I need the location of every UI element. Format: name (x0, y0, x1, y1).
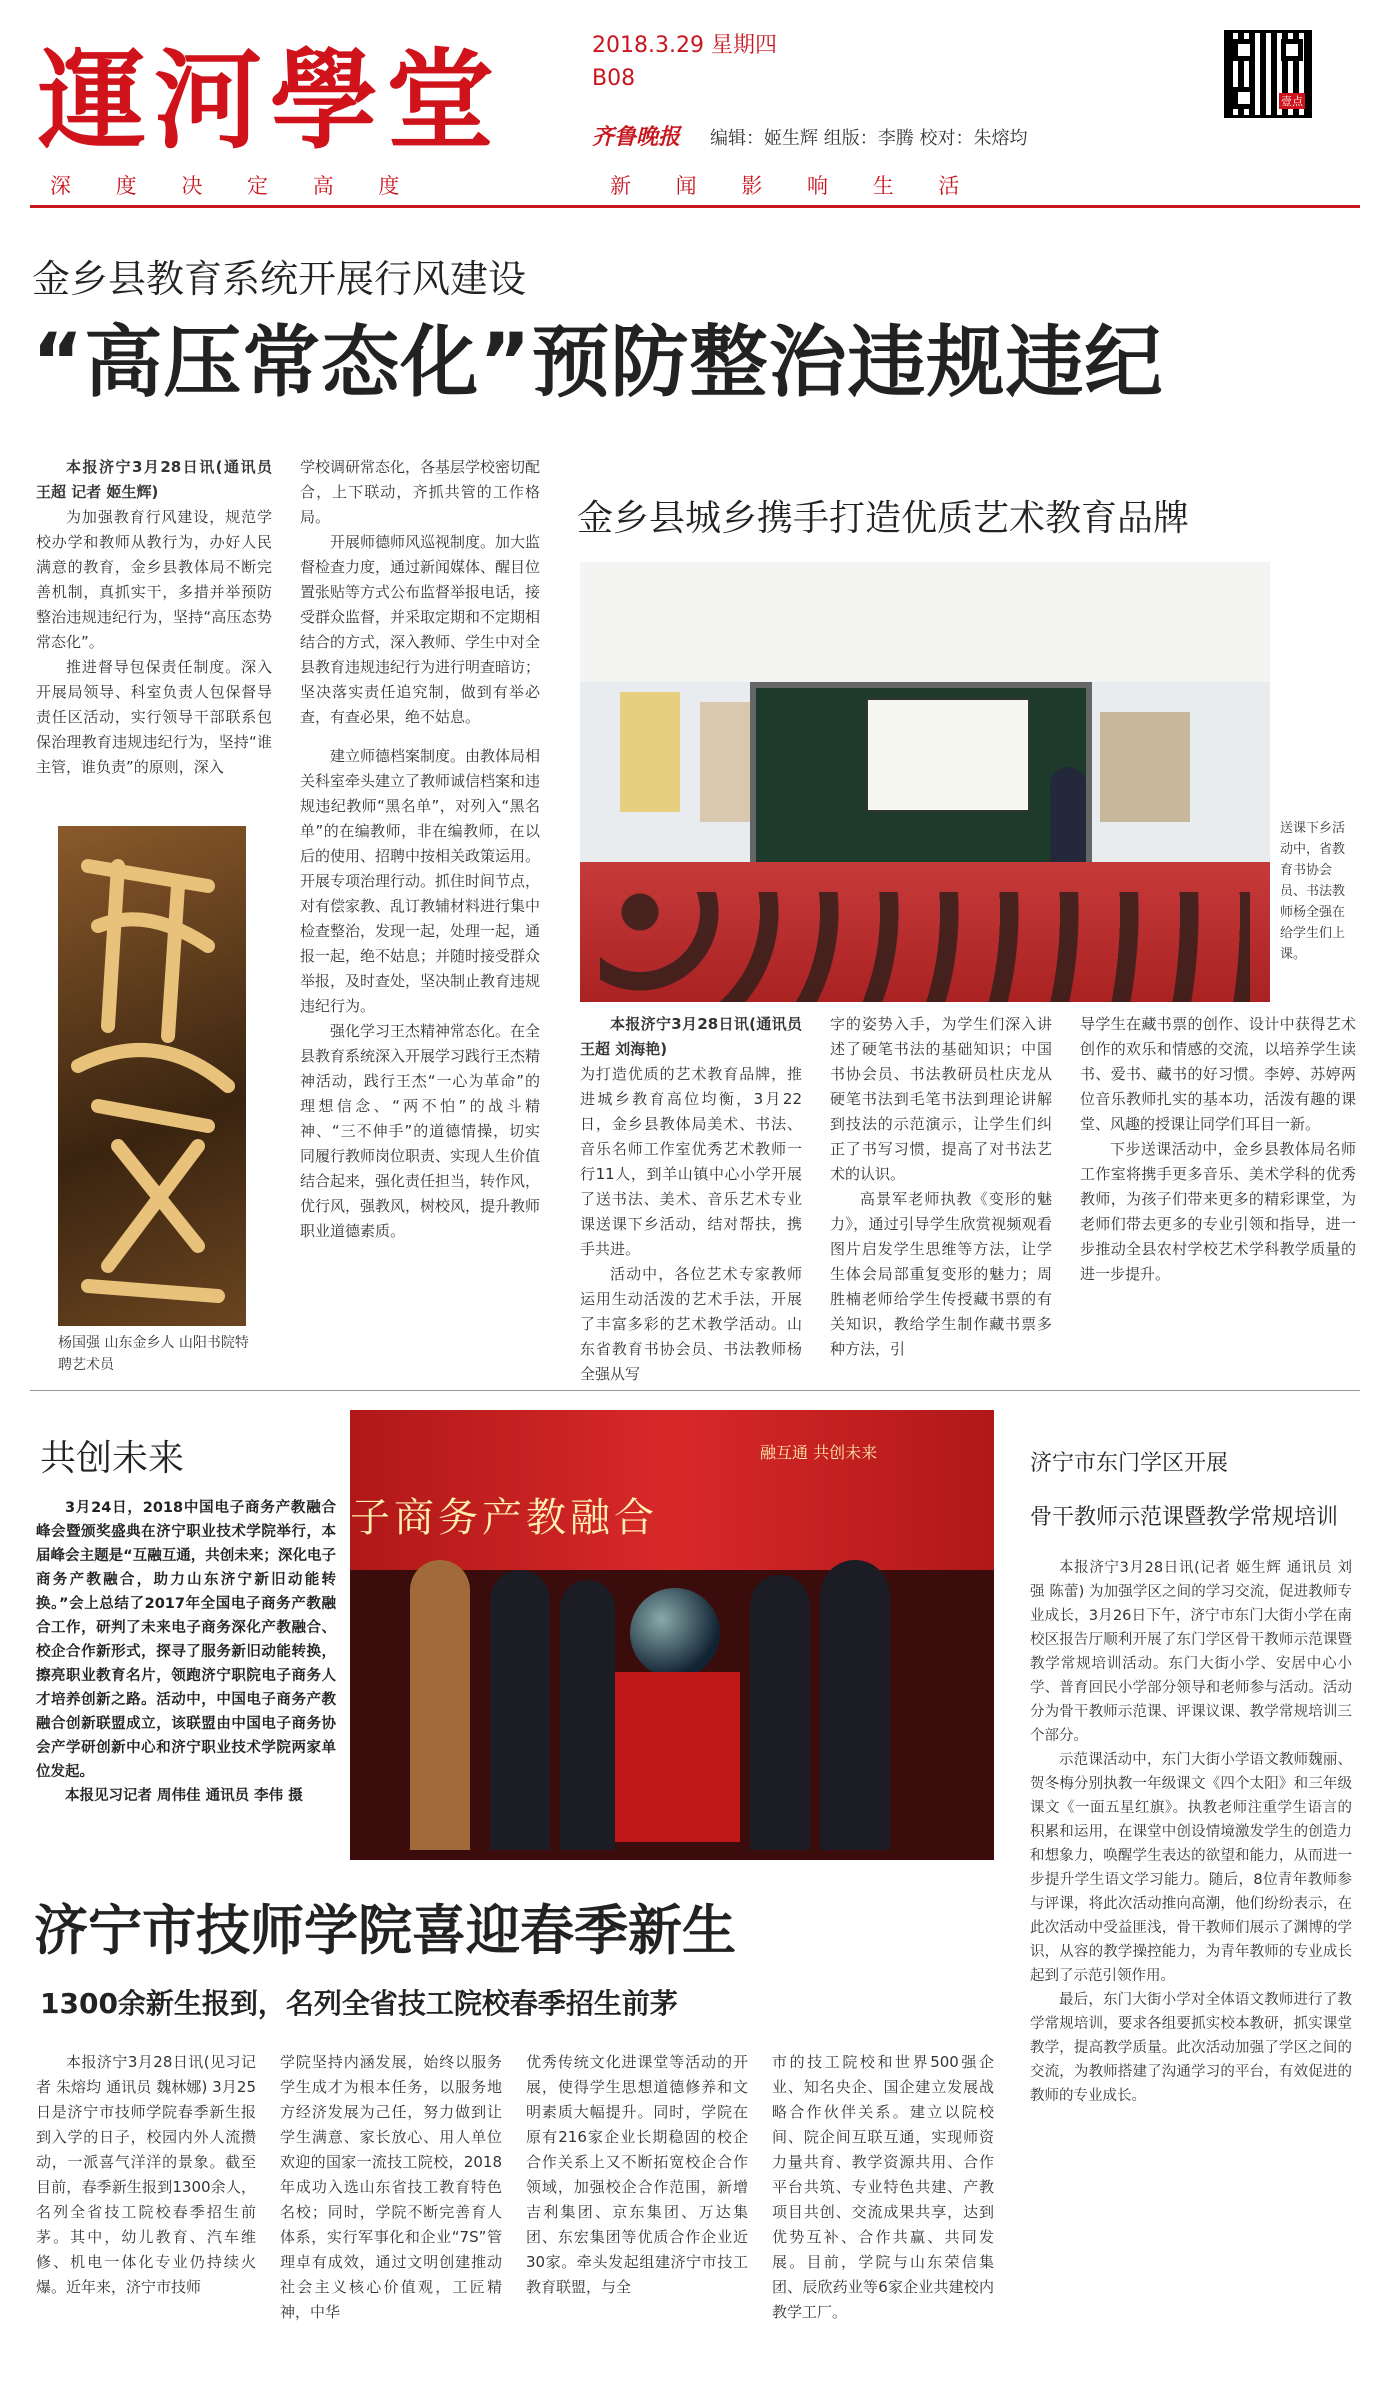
paragraph: 本报济宁3月28日讯(见习记者 朱熔均 通讯员 魏林娜) 3月25日是济宁市技师学院春季新生报到入学的日子，校园内外人流攒动，一派喜气洋洋的景象。截至目前，春季新生报到1300余人，名列全省技工院校春季招生前茅。其中，幼儿教育、汽车维修、机电一体化专业仍持续火爆。近年来，济宁市技师 (36, 2053, 256, 2296)
masthead-rule (30, 205, 1360, 208)
paragraph: 市的技工院校和世界500强企业、知名央企、国企建立发展战略合作伙伴关系。建立以院校间、院企间互联互通，实现师资力量共育、教学资源共用、合作平台共筑、专业特色共建、产教项目共创、交流成果共享，达到优势互补、合作共赢、共同发展。目前，学院与山东荣信集团、辰欣药业等6家企业共建校内教学工厂。 (772, 2053, 994, 2321)
slogan-right: 新 闻 影 响 生 活 (610, 174, 960, 198)
article3-body (36, 1496, 336, 1808)
article2-col1 (580, 1012, 802, 1387)
article1-photo-caption: 杨国强 山东金乡人 山阳书院特聘艺术员 (58, 1335, 249, 1373)
paragraph: 本报济宁3月28日讯(记者 姬生辉 通讯员 刘强 陈蕾) 为加强学区之间的学习交流，促进教师专业成长，3月26日下午，济宁市东门大街小学在南校区报告厅顺利开展了东门学区骨干教师示范课暨教学常规培训活动。东门大街小学、安居中心小学、普育回民小学部分领导和老师参与活动。活动分为骨干教师示范课、评课议课、教学常规培训三个部分。 (1030, 1560, 1352, 1744)
article5-col4 (772, 2050, 994, 2325)
section-divider (30, 1390, 1360, 1391)
article3-byline: 本报见习记者 周伟佳 通讯员 李伟 摄 (65, 1788, 303, 1804)
paragraph: 3月24日，2018中国电子商务产教融合峰会暨颁奖盛典在济宁职业技术学院举行，本届峰会主题是“互融互通，共创未来；深化电子商务产教融合，助力山东济宁新旧动能转换。”会上总结了2017年全国电子商务产教融合工作，研判了未来电子商务深化产教融合、校企合作新形式，探寻了服务新旧动能转换，擦亮职业教育名片，领跑济宁职院电子商务人才培养创新之路。活动中，中国电子商务产教融合创新联盟成立，该联盟由中国电子商务协会产学研创新中心和济宁职业技术学院两家单位发起。 (36, 1500, 336, 1780)
banner-small: 融互通 共创未来 (760, 1443, 878, 1462)
paragraph: 为打造优质的艺术教育品牌，推进城乡教育高位均衡，3月22日，金乡县教体局美术、书法、音乐名师工作室优秀艺术教师一行11人，到羊山镇中心小学开展了送书法、美术、音乐艺术专业课送课下乡活动，结对帮扶，携手共进。 (580, 1065, 802, 1258)
page-number: B08 (592, 66, 636, 91)
calligraphy-art (58, 826, 246, 1326)
article2-byline: 本报济宁3月28日讯(通讯员 王超 刘海艳) (580, 1015, 802, 1058)
calligraphy-photo (58, 826, 246, 1326)
paragraph: 导学生在藏书票的创作、设计中获得艺术创作的欢乐和情感的交流，以培养学生读书、爱书、藏书的好习惯。李婷、苏婷两位音乐教师扎实的基本功，活泼有趣的课堂、风趣的授课让同学们耳目一新。 (1080, 1015, 1356, 1133)
paragraph: 示范课活动中，东门大街小学语文教师魏丽、贺冬梅分别执教一年级课文《四个太阳》和三年级课文《一面五星红旗》。执教老师注重学生语言的积累和运用，在课堂中创设情境激发学生的创造力和想象力，唤醒学生表达的欲望和能力，从而进一步提升学生语文学习能力。随后，8位青年教师参与评课，将此次活动推向高潮，他们纷纷表示，在此次活动中受益匪浅，骨干教师们展示了渊博的学识，从容的教学操控能力，为青年教师的专业成长起到了示范引领作用。 (1030, 1752, 1352, 1984)
paragraph: 高景军老师执教《变形的魅力》，通过引导学生欣赏视频观看图片启发学生思维等方法，让学生体会局部重复变形的魅力；周胜楠老师给学生传授藏书票的有关知识，教给学生制作藏书票多种方法，引 (830, 1190, 1052, 1358)
blackboard (750, 682, 1092, 884)
article3-headline: 共创未来 (40, 1438, 185, 1479)
article5-col2 (280, 2050, 502, 2325)
article1-byline: 本报济宁3月28日讯(通讯员 王超 记者 姬生辉) (36, 458, 272, 501)
crystal-ball (630, 1588, 720, 1678)
paragraph: 学院坚持内涵发展，始终以服务学生成才为根本任务，以服务地方经济发展为己任，努力做到让学生满意、家长放心、用人单位欢迎的国家一流技工院校，2018年成功入选山东省技工教育特色名校；同时，学院不断完善育人体系，实行军事化和企业“7S”管理卓有成效，通过文明创建推动社会主义核心价值观，工匠精神，中华 (280, 2053, 502, 2321)
paragraph: 为加强教育行风建设，规范学校办学和教师从教行为，办好人民满意的教育，金乡县教体局不断完善机制，真抓实干，多措并举预防整治违规违纪行为，坚持“高压态势常态化”。 (36, 508, 272, 651)
paragraph: 强化学习王杰精神常态化。在全县教育系统深入开展学习践行王杰精神活动，践行王杰“一心为革命”的理想信念、“两不怕”的战斗精神、“三不伸手”的道德情操，切实同履行教师岗位职责、实现人生价值结合起来，强化责任担当，转作风，优行风，强教风，树校风，提升教师职业道德素质。 (300, 1022, 541, 1240)
banner-text: 子商务产教融合 (350, 1495, 658, 1541)
editors-line: 编辑：姬生辉 组版：李腾 校对：朱熔均 (710, 128, 1028, 149)
qr-code (1224, 30, 1312, 118)
article2-photo-caption: 送课下乡活动中，省教育书协会员、书法教师杨全强在给学生们上课。 (1280, 821, 1346, 962)
article5-col3 (526, 2050, 748, 2300)
classroom-photo (580, 562, 1270, 1002)
slogan-left: 深 度 决 定 高 度 (50, 174, 400, 198)
article4-body (1030, 1556, 1352, 2108)
paragraph: 字的姿势入手，为学生们深入讲述了硬笔书法的基础知识；中国书协会员、书法教研员杜庆龙从硬笔书法到毛笔书法到理论讲解到技法的示范演示，让学生们纠正了书写习惯，提高了对书法艺术的认识。 (830, 1015, 1052, 1183)
article2-col2 (830, 1012, 1052, 1362)
masthead-title: 運河學堂 (38, 38, 503, 164)
paragraph: 开展师德师风巡视制度。加大监督检查力度，通过新闻媒体、醒目位置张贴等方式公布监督举报电话，接受群众监督，并采取定期和不定期相结合的方式，深入教师、学生中对全县教育违规违纪行为进行明查暗访；坚决落实责任追究制，做到有举必查，有查必果，绝不姑息。 (300, 533, 541, 726)
paragraph: 活动中，各位艺术专家教师运用生动活泼的艺术手法，开展了丰富多彩的艺术教学活动。山东省教育书协会员、书法教师杨全强从写 (580, 1265, 802, 1383)
paragraph: 建立师德档案制度。由教体局相关科室牵头建立了教师诚信档案和违规违纪教师“黑名单”，对列入“黑名单”的在编教师，非在编教师，在以后的使用、招聘中按相关政策运用。开展专项治理行动。抓住时间节点，对有偿家教、乱订教辅材料进行集中检查整治，发现一起，处理一起，通报一起，绝不姑息；并随时接受群众举报，及时查处，坚决制止教育违规违纪行为。 (300, 747, 541, 1015)
issue-date: 2018.3.29 星期四 (592, 33, 777, 58)
paragraph: 最后，东门大街小学对全体语文教师进行了教学常规培训，要求各组要抓实校本教研，抓实课堂教学，提高教学质量。此次活动加强了学区之间的交流，为教师搭建了沟通学习的平台，有效促进的教师的专业成长。 (1030, 1992, 1352, 2104)
paragraph: 推进督导包保责任制度。深入开展局领导、科室负责人包保督导责任区活动，实行领导干部联系包保治理教育违规违纪行为，坚持“谁主管，谁负责”的原则，深入 (36, 658, 272, 776)
paragraph: 优秀传统文化进课堂等活动的开展，使得学生思想道德修养和文明素质大幅提升。同时，学院在原有216家企业长期稳固的校企合作关系上又不断拓宽校企合作领域，加强校企合作范围，新增吉利集团、京东集团、万达集团、东宏集团等优质合作企业近30家。牵头发起组建济宁市技工教育联盟，与全 (526, 2053, 748, 2296)
article2-headline: 金乡县城乡携手打造优质艺术教育品牌 (577, 498, 1190, 539)
article5-subhead: 1300余新生报到，名列全省技工院校春季招生前茅 (40, 1987, 678, 2020)
article4-headline: 骨干教师示范课暨教学常规培训 (1030, 1505, 1339, 1530)
paragraph: 学校调研常态化，各基层学校密切配合，上下联动，齐抓共管的工作格局。 (300, 458, 541, 526)
article1-kicker: 金乡县教育系统开展行风建设 (32, 257, 527, 301)
qr-label: 壹点 (1281, 95, 1303, 108)
article1-col1 (36, 455, 272, 780)
ceremony-photo (350, 1410, 994, 1860)
article4-kicker: 济宁市东门学区开展 (1030, 1451, 1229, 1476)
paragraph: 下步送课活动中，金乡县教体局名师工作室将携手更多音乐、美术学科的优秀教师，为孩子们带来更多的精彩课堂，为老师们带去更多的专业引领和指导，进一步推动全县农村学校艺术学科教学质量的进一步提升。 (1080, 1140, 1356, 1283)
article5-col1 (36, 2050, 256, 2300)
article1-col2 (300, 455, 540, 1244)
article5-headline: 济宁市技师学院喜迎春季新生 (34, 1899, 736, 1962)
article1-headline: “高压常态化”预防整治违规违纪 (32, 318, 1164, 408)
article2-col3 (1080, 1012, 1356, 1287)
paper-logo: 齐鲁晚报 (592, 124, 681, 150)
